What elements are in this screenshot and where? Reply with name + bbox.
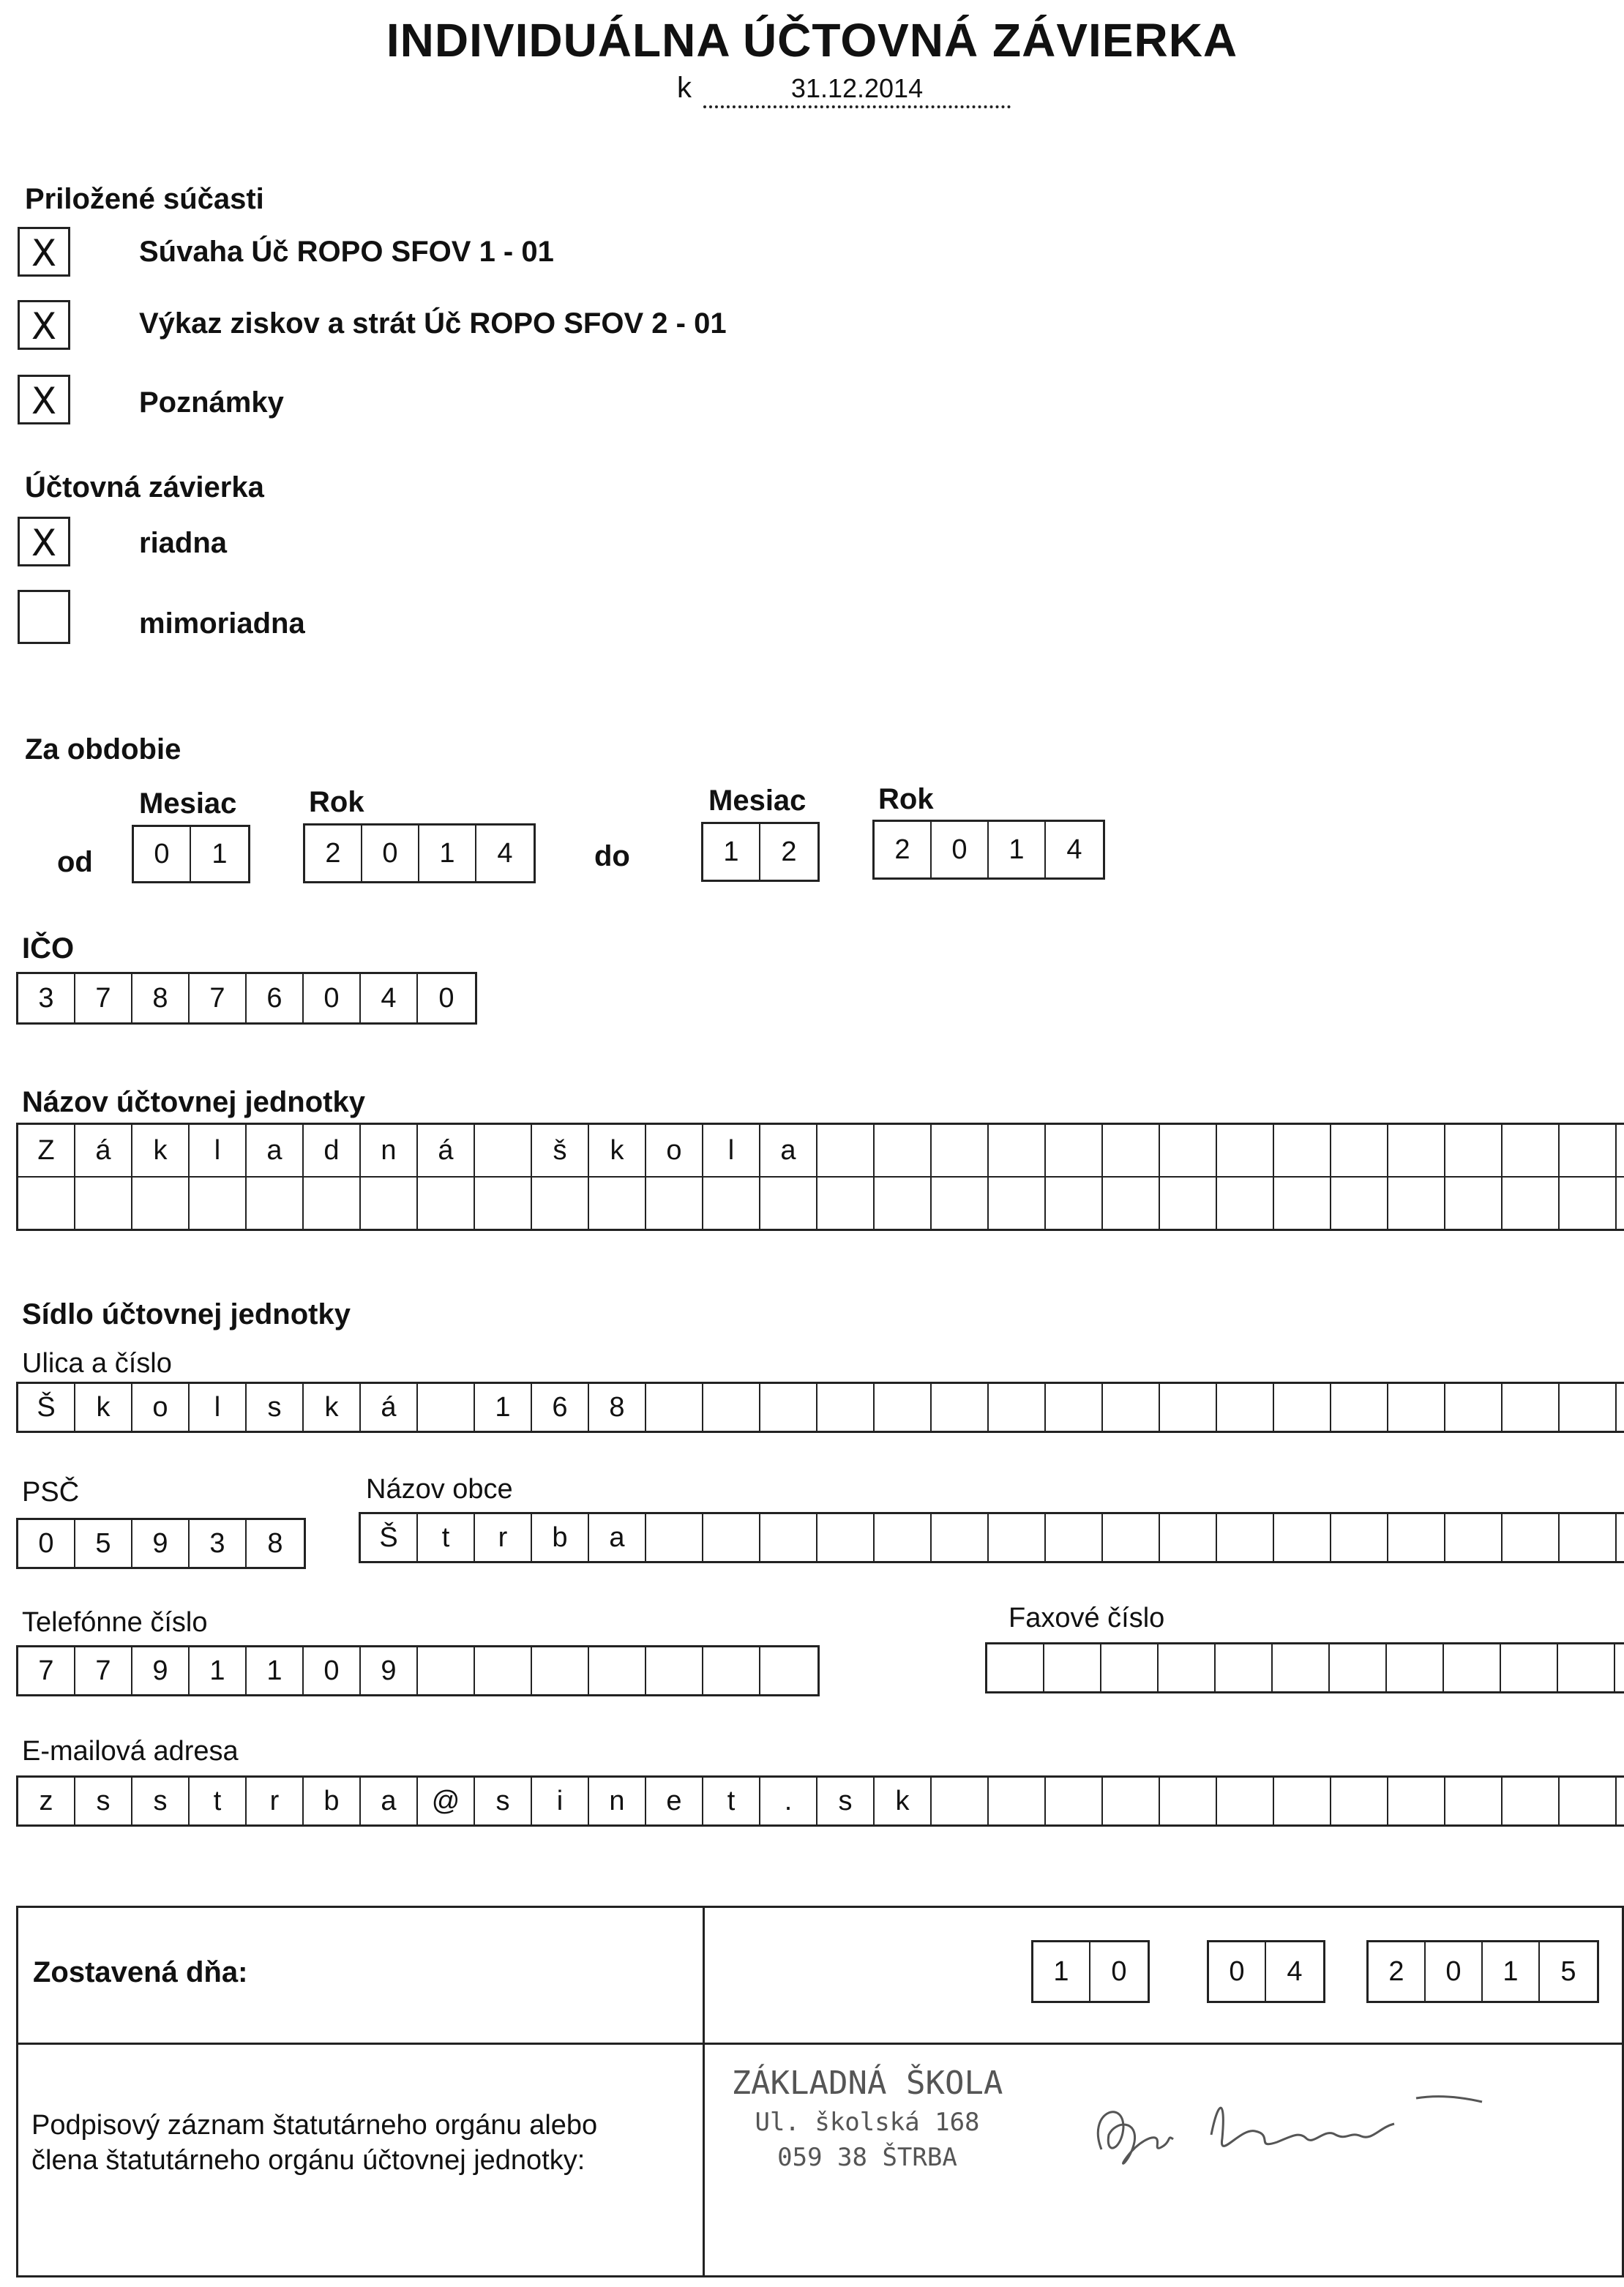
char-cell: [1274, 1778, 1331, 1824]
char-cell: [475, 1178, 532, 1229]
address-heading: Sídlo účtovnej jednotky: [22, 1298, 351, 1330]
statement-label-mimoriadna: mimoriadna: [139, 607, 305, 640]
char-cell: [1445, 1178, 1503, 1229]
char-cell: [646, 1514, 703, 1561]
char-cell: t: [418, 1514, 475, 1561]
char-cell: [1445, 1125, 1503, 1176]
char-cell: á: [361, 1384, 418, 1431]
digit-cell: 2: [305, 826, 362, 881]
char-cell: [1273, 1644, 1330, 1691]
document-title: INDIVIDUÁLNA ÚČTOVNÁ ZÁVIERKA: [386, 14, 1238, 67]
char-cell: [760, 1514, 817, 1561]
char-cell: [1388, 1125, 1445, 1176]
digit-cell: 0: [932, 822, 989, 877]
char-cell: [1331, 1778, 1388, 1824]
char-cell: [817, 1125, 875, 1176]
char-cell: [703, 1647, 760, 1694]
char-cell: [875, 1125, 932, 1176]
char-cell: s: [817, 1778, 875, 1824]
digit-cell: 6: [247, 974, 304, 1022]
unit-name-row-1: [18, 1125, 1624, 1178]
to-month-label: Mesiac: [708, 785, 807, 817]
digit-cell: 3: [18, 974, 75, 1022]
email-field[interactable]: [16, 1775, 1624, 1827]
digit-cell: 4: [497, 837, 513, 869]
char-cell: [418, 1647, 475, 1694]
char-cell: 0: [18, 1520, 75, 1567]
char-cell: [1103, 1384, 1160, 1431]
char-cell: [989, 1384, 1046, 1431]
char-cell: k: [589, 1125, 646, 1176]
char-cell: [875, 1514, 932, 1561]
char-cell: [875, 1384, 932, 1431]
stamp-line-3: 059 38 ŠTRBA: [777, 2143, 957, 2172]
char-cell: b: [532, 1514, 589, 1561]
digit-cell: 0: [304, 974, 361, 1022]
handwritten-signature: [1072, 2069, 1511, 2186]
email-label: E-mailová adresa: [22, 1736, 239, 1767]
char-cell: [1388, 1384, 1445, 1431]
compiled-month-field[interactable]: [1207, 1940, 1325, 2003]
char-cell: [1503, 1125, 1560, 1176]
date-value[interactable]: 31.12.2014: [703, 73, 1011, 108]
char-cell: o: [646, 1125, 703, 1176]
attachment-label-vykaz: Výkaz ziskov a strát Úč ROPO SFOV 2 - 01: [139, 307, 727, 340]
compiled-label: Zostavená dňa:: [33, 1956, 248, 1988]
digit-cell: 2: [1369, 1942, 1426, 2001]
char-cell: [760, 1384, 817, 1431]
digit-cell: 1: [989, 822, 1046, 877]
digit-cell: 2: [875, 822, 932, 877]
char-cell: i: [532, 1778, 589, 1824]
char-cell: [1388, 1778, 1445, 1824]
char-cell: [760, 1647, 817, 1694]
char-cell: 1: [247, 1647, 304, 1694]
psc-field[interactable]: [16, 1518, 306, 1569]
char-cell: [1503, 1384, 1560, 1431]
char-cell: s: [475, 1778, 532, 1824]
char-cell: t: [703, 1778, 760, 1824]
ico-label: IČO: [22, 932, 75, 965]
compiled-day-field[interactable]: [1031, 1940, 1150, 2003]
digit-cell: 4: [1287, 1955, 1303, 1987]
char-cell: [418, 1384, 475, 1431]
char-cell: s: [247, 1384, 304, 1431]
char-cell: a: [760, 1125, 817, 1176]
char-cell: n: [361, 1125, 418, 1176]
digit-cell: 0: [362, 826, 419, 881]
to-year-label: Rok: [878, 783, 934, 815]
from-month-label: Mesiac: [139, 787, 237, 820]
char-cell: [1274, 1178, 1331, 1229]
char-cell: [1274, 1384, 1331, 1431]
phone-label: Telefónne číslo: [22, 1607, 208, 1638]
period-heading: Za obdobie: [25, 733, 182, 766]
signature-label-line2: člena štatutárneho orgánu účtovnej jednotky:: [31, 2145, 585, 2176]
char-cell: [1617, 1778, 1624, 1824]
char-cell: 0: [304, 1647, 361, 1694]
char-cell: [1160, 1178, 1217, 1229]
digit-cell: 1: [703, 824, 760, 880]
char-cell: 9: [132, 1647, 190, 1694]
char-cell: [1503, 1178, 1560, 1229]
signature-label-line1: Podpisový záznam štatutárneho orgánu alebo: [31, 2110, 598, 2141]
char-cell: .: [760, 1778, 817, 1824]
char-cell: Š: [361, 1514, 418, 1561]
compiled-signature-table: [16, 1906, 1624, 2277]
char-cell: [989, 1125, 1046, 1176]
char-cell: [1103, 1178, 1160, 1229]
char-cell: á: [418, 1125, 475, 1176]
char-cell: [1387, 1644, 1444, 1691]
checkbox-vykaz[interactable]: X: [18, 300, 70, 350]
char-cell: [589, 1647, 646, 1694]
char-cell: b: [304, 1778, 361, 1824]
digit-cell: 1: [212, 838, 228, 869]
char-cell: [190, 1178, 247, 1229]
char-cell: [1560, 1125, 1617, 1176]
char-cell: [1331, 1384, 1388, 1431]
char-cell: [703, 1178, 760, 1229]
psc-label: PSČ: [22, 1477, 80, 1508]
char-cell: [760, 1178, 817, 1229]
char-cell: [1558, 1644, 1615, 1691]
char-cell: r: [247, 1778, 304, 1824]
street-field[interactable]: [16, 1382, 1624, 1433]
signature-scribble-icon: [1072, 2069, 1511, 2186]
char-cell: [589, 1178, 646, 1229]
char-cell: [1444, 1644, 1501, 1691]
checkbox-mimoriadna[interactable]: [18, 590, 70, 644]
char-cell: n: [589, 1778, 646, 1824]
char-cell: [1615, 1644, 1624, 1691]
from-year-label: Rok: [309, 786, 364, 818]
stamp-line-2: Ul. školská 168: [755, 2108, 980, 2137]
char-cell: [646, 1647, 703, 1694]
char-cell: [1046, 1514, 1103, 1561]
checkbox-riadna[interactable]: X: [18, 517, 70, 566]
char-cell: [817, 1178, 875, 1229]
char-cell: [1617, 1125, 1624, 1176]
char-cell: [1617, 1384, 1624, 1431]
char-cell: k: [132, 1125, 190, 1176]
char-cell: k: [304, 1384, 361, 1431]
char-cell: l: [190, 1125, 247, 1176]
city-field[interactable]: [359, 1512, 1624, 1563]
char-cell: Z: [18, 1125, 75, 1176]
char-cell: [989, 1178, 1046, 1229]
char-cell: [932, 1125, 989, 1176]
fax-label: Faxové číslo: [1009, 1603, 1165, 1633]
statement-type-heading: Účtovná závierka: [25, 471, 264, 504]
from-month-field[interactable]: [132, 825, 250, 883]
street-label: Ulica a číslo: [22, 1348, 172, 1379]
char-cell: [1503, 1778, 1560, 1824]
char-cell: [703, 1384, 760, 1431]
char-cell: [1445, 1384, 1503, 1431]
digit-cell: 0: [1111, 1955, 1127, 1987]
char-cell: a: [361, 1778, 418, 1824]
char-cell: 7: [18, 1647, 75, 1694]
unit-name-label: Názov účtovnej jednotky: [22, 1086, 365, 1118]
char-cell: [1617, 1514, 1624, 1561]
char-cell: [646, 1178, 703, 1229]
digit-cell: 7: [190, 974, 247, 1022]
compiled-year-field[interactable]: [1366, 1940, 1599, 2003]
char-cell: [1617, 1178, 1624, 1229]
char-cell: [875, 1178, 932, 1229]
char-cell: [75, 1178, 132, 1229]
char-cell: [1216, 1644, 1273, 1691]
char-cell: [703, 1514, 760, 1561]
char-cell: [987, 1644, 1044, 1691]
char-cell: [817, 1384, 875, 1431]
digit-cell: 0: [1426, 1942, 1483, 2001]
char-cell: [1388, 1514, 1445, 1561]
digit-cell: 2: [781, 836, 797, 867]
to-month-field[interactable]: [701, 822, 820, 882]
char-cell: s: [75, 1778, 132, 1824]
char-cell: [1217, 1178, 1274, 1229]
char-cell: [304, 1178, 361, 1229]
date-row: [677, 72, 1011, 108]
char-cell: [1217, 1384, 1274, 1431]
char-cell: k: [75, 1384, 132, 1431]
char-cell: [1445, 1514, 1503, 1561]
char-cell: [418, 1178, 475, 1229]
to-label: do: [594, 840, 630, 872]
char-cell: [817, 1514, 875, 1561]
char-cell: k: [875, 1778, 932, 1824]
char-cell: t: [190, 1778, 247, 1824]
char-cell: 7: [75, 1647, 132, 1694]
char-cell: 5: [75, 1520, 132, 1567]
char-cell: a: [247, 1125, 304, 1176]
digit-cell: 0: [1209, 1942, 1266, 2001]
char-cell: [932, 1778, 989, 1824]
char-cell: [1101, 1644, 1159, 1691]
char-cell: o: [132, 1384, 190, 1431]
char-cell: [989, 1778, 1046, 1824]
char-cell: [1160, 1514, 1217, 1561]
char-cell: [1503, 1514, 1560, 1561]
checkbox-poznamky[interactable]: X: [18, 375, 70, 424]
char-cell: l: [190, 1384, 247, 1431]
char-cell: [1046, 1125, 1103, 1176]
char-cell: [1331, 1514, 1388, 1561]
char-cell: [1103, 1778, 1160, 1824]
char-cell: [132, 1178, 190, 1229]
char-cell: [1388, 1178, 1445, 1229]
char-cell: s: [132, 1778, 190, 1824]
school-stamp: [699, 2065, 1036, 2172]
fax-field[interactable]: [985, 1642, 1624, 1693]
digit-cell: 4: [361, 974, 418, 1022]
digit-cell: 4: [1066, 834, 1082, 865]
char-cell: 9: [361, 1647, 418, 1694]
attachment-label-suvaha: Súvaha Úč ROPO SFOV 1 - 01: [139, 236, 554, 268]
unit-name-field[interactable]: [16, 1123, 1624, 1231]
char-cell: Š: [18, 1384, 75, 1431]
char-cell: e: [646, 1778, 703, 1824]
digit-cell: 1: [419, 826, 476, 881]
char-cell: [532, 1647, 589, 1694]
attachment-label-poznamky: Poznámky: [139, 386, 284, 419]
char-cell: [1217, 1514, 1274, 1561]
phone-field[interactable]: [16, 1645, 820, 1696]
from-label: od: [57, 846, 93, 878]
digit-cell: 5: [1560, 1955, 1576, 1987]
digit-cell: 0: [134, 827, 191, 881]
char-cell: [247, 1178, 304, 1229]
statement-label-riadna: riadna: [139, 527, 228, 559]
char-cell: [1044, 1644, 1101, 1691]
date-prefix: k: [677, 72, 692, 104]
char-cell: [1274, 1514, 1331, 1561]
checkbox-suvaha[interactable]: X: [18, 227, 70, 277]
char-cell: r: [475, 1514, 532, 1561]
char-cell: [1217, 1125, 1274, 1176]
char-cell: [1445, 1778, 1503, 1824]
char-cell: [932, 1514, 989, 1561]
char-cell: 8: [589, 1384, 646, 1431]
to-year-field[interactable]: [872, 820, 1105, 880]
stamp-line-1: ZÁKLADNÁ ŠKOLA: [731, 2065, 1003, 2102]
char-cell: á: [75, 1125, 132, 1176]
digit-cell: 1: [1033, 1942, 1090, 2001]
from-year-field[interactable]: [303, 823, 536, 883]
char-cell: [932, 1384, 989, 1431]
char-cell: [1160, 1778, 1217, 1824]
char-cell: [1046, 1778, 1103, 1824]
digit-cell: 8: [132, 974, 190, 1022]
char-cell: [1560, 1778, 1617, 1824]
char-cell: [475, 1647, 532, 1694]
char-cell: a: [589, 1514, 646, 1561]
char-cell: [1274, 1125, 1331, 1176]
unit-name-row-2: [18, 1178, 1624, 1229]
table-divider: [18, 2043, 1622, 2045]
char-cell: [532, 1178, 589, 1229]
char-cell: [1160, 1384, 1217, 1431]
char-cell: l: [703, 1125, 760, 1176]
char-cell: [1217, 1778, 1274, 1824]
char-cell: [475, 1125, 532, 1176]
char-cell: [1560, 1514, 1617, 1561]
char-cell: 1: [475, 1384, 532, 1431]
char-cell: 6: [532, 1384, 589, 1431]
char-cell: 1: [190, 1647, 247, 1694]
ico-field[interactable]: [16, 972, 477, 1025]
char-cell: 3: [190, 1520, 247, 1567]
char-cell: [18, 1178, 75, 1229]
char-cell: [1103, 1514, 1160, 1561]
digit-cell: 7: [75, 974, 132, 1022]
attachments-heading: Priložené súčasti: [25, 183, 264, 215]
city-label: Názov obce: [366, 1474, 513, 1505]
digit-cell: 0: [438, 982, 454, 1014]
char-cell: [1159, 1644, 1216, 1691]
char-cell: 8: [267, 1527, 283, 1559]
char-cell: [1330, 1644, 1387, 1691]
char-cell: [1560, 1178, 1617, 1229]
char-cell: [1331, 1178, 1388, 1229]
char-cell: [1501, 1644, 1558, 1691]
char-cell: [1046, 1178, 1103, 1229]
digit-cell: 1: [1483, 1942, 1540, 2001]
char-cell: [989, 1514, 1046, 1561]
char-cell: [1046, 1384, 1103, 1431]
char-cell: 9: [132, 1520, 190, 1567]
char-cell: [1560, 1384, 1617, 1431]
char-cell: [646, 1384, 703, 1431]
char-cell: [1331, 1125, 1388, 1176]
char-cell: d: [304, 1125, 361, 1176]
char-cell: [1103, 1125, 1160, 1176]
char-cell: [1160, 1125, 1217, 1176]
char-cell: [932, 1178, 989, 1229]
char-cell: [361, 1178, 418, 1229]
char-cell: @: [418, 1778, 475, 1824]
char-cell: š: [532, 1125, 589, 1176]
char-cell: z: [18, 1778, 75, 1824]
